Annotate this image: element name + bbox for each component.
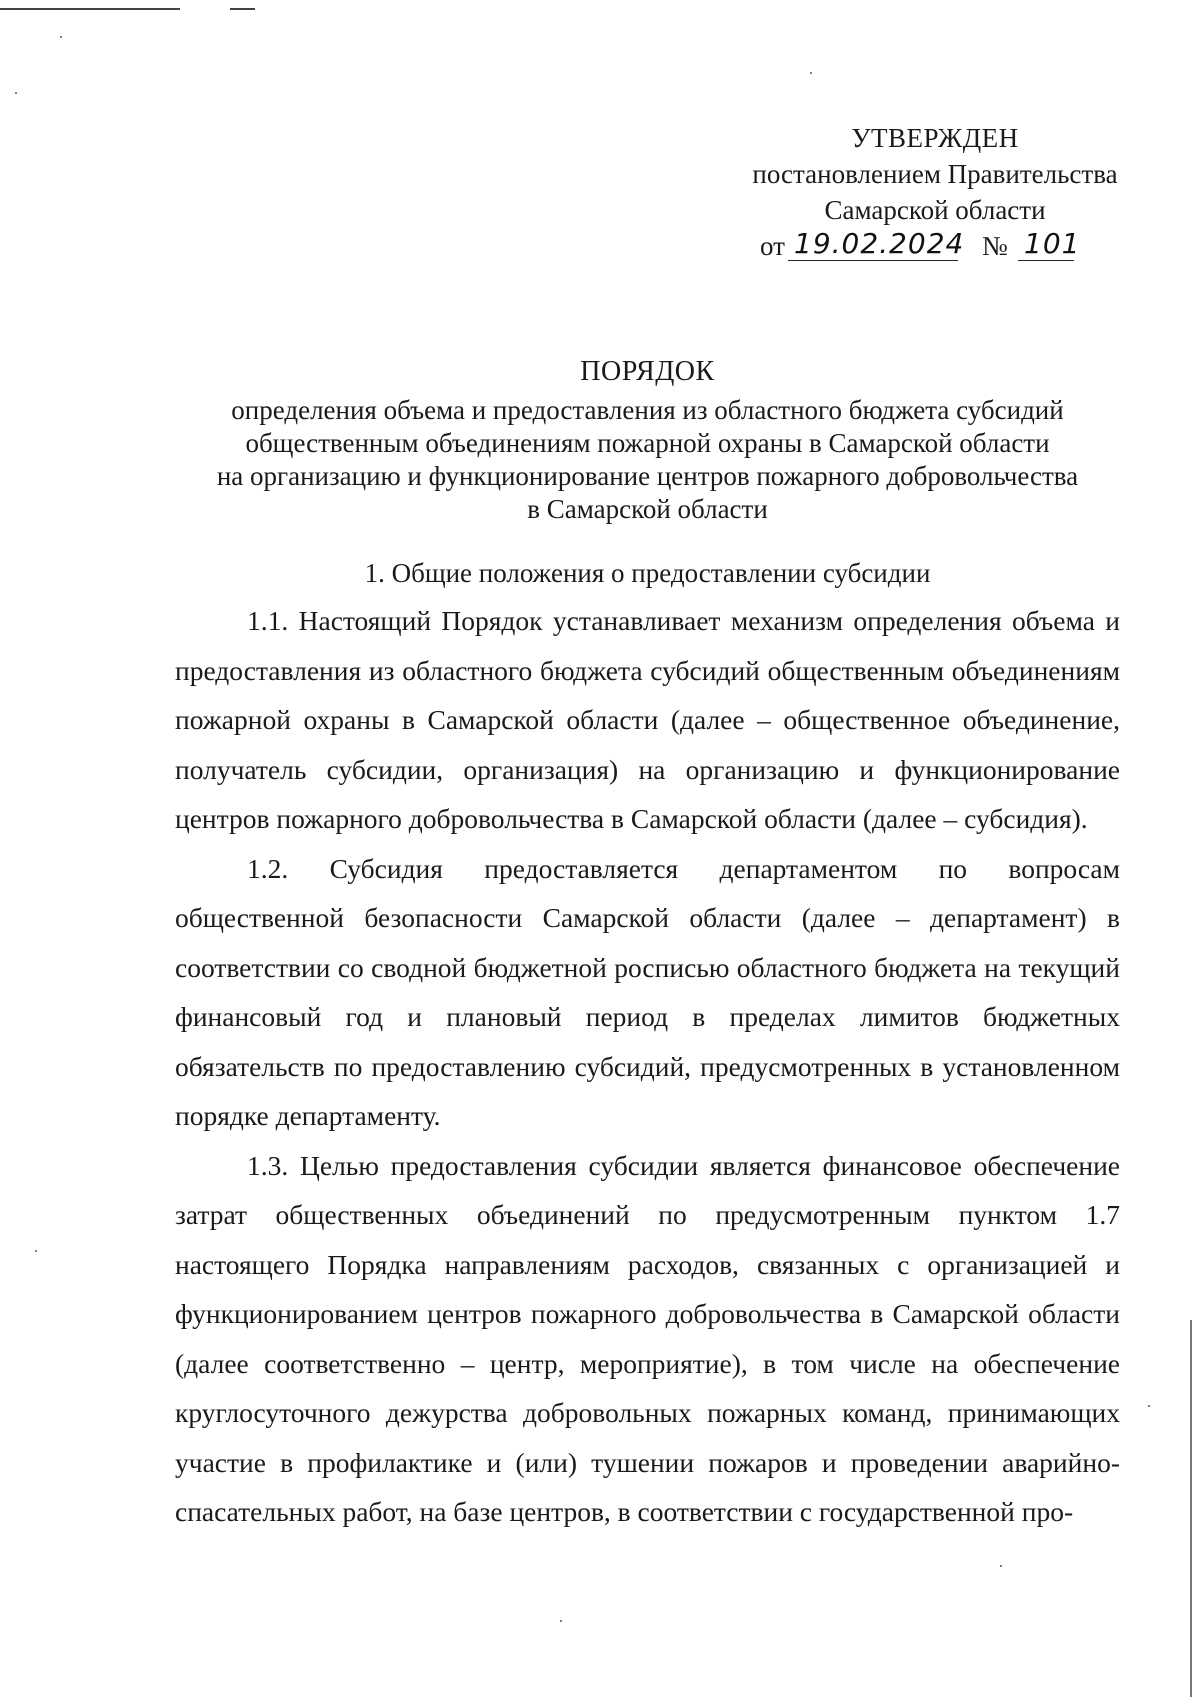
scan-line <box>0 8 180 10</box>
scan-speck <box>35 1250 37 1252</box>
title-line: на организацию и функционирование центров пожарного добровольчества <box>216 461 1079 491</box>
number-prefix: № <box>982 231 1008 261</box>
handwritten-date: 19.02.2024 <box>788 228 958 261</box>
document-title <box>175 355 1120 526</box>
approval-date-line <box>700 228 1170 268</box>
section-heading: 1. Общие положения о предоставлении субсидии <box>364 558 931 588</box>
handwritten-number: 101 <box>1018 228 1074 261</box>
approval-line-1: постановлением Правительства <box>752 159 1118 189</box>
scan-speck <box>810 72 812 74</box>
scan-speck <box>15 92 17 94</box>
title-line: определения объема и предоставления из областного бюджета субсидий <box>231 395 1064 425</box>
paragraph-1-3: 1.3. Целью предоставления субсидии является финансовое обеспечение затрат общественных объединений по предусмотренным пунктом 1.7 настоящего Порядка направлениям расходов, связанных с организацией и функционированием центров пожарного добровольчества в Самарской области (далее соответственно – центр, мероприятие), в том числе на обеспечение круглосуточного дежурства добровольных пожарных команд, принимающих участие в профилактике и (или) тушении пожаров и проведении аварийно-спасательных работ, на базе центров, в соответствии с государственной про- <box>175 1149 1120 1527</box>
approval-line-2: Самарской области <box>824 195 1046 225</box>
scan-speck <box>1148 1405 1150 1407</box>
approval-block <box>700 120 1170 268</box>
scan-edge <box>1190 1320 1192 1697</box>
title-heading: ПОРЯДОК <box>580 356 715 387</box>
scan-line <box>230 8 255 10</box>
scan-speck <box>60 36 62 38</box>
paragraph-1-2: 1.2. Субсидия предоставляется департаментом по вопросам общественной безопасности Самарской области (далее – департамент) в соответствии со сводной бюджетной росписью областного бюджета на текущий финансовый год и плановый период в пределах лимитов бюджетных обязательств по предоставлению субсидий, предусмотренных в установленном порядке департаменту. <box>175 852 1120 1131</box>
date-prefix: от <box>760 231 785 261</box>
scan-speck <box>560 1620 562 1622</box>
title-line: в Самарской области <box>527 494 768 524</box>
scan-speck <box>1000 1565 1002 1567</box>
document-body <box>175 596 1120 1537</box>
approval-word: УТВЕРЖДЕН <box>851 123 1019 153</box>
title-line: общественным объединениям пожарной охраны в Самарской области <box>245 428 1050 458</box>
paragraph-1-1: 1.1. Настоящий Порядок устанавливает механизм определения объема и предоставления из областного бюджета субсидий общественным объединениям пожарной охраны в Самарской области (далее – общественное объединение, получатель субсидии, организация) на организацию и функционирование центров пожарного добровольчества в Самарской области (далее – субсидия). <box>175 605 1120 834</box>
